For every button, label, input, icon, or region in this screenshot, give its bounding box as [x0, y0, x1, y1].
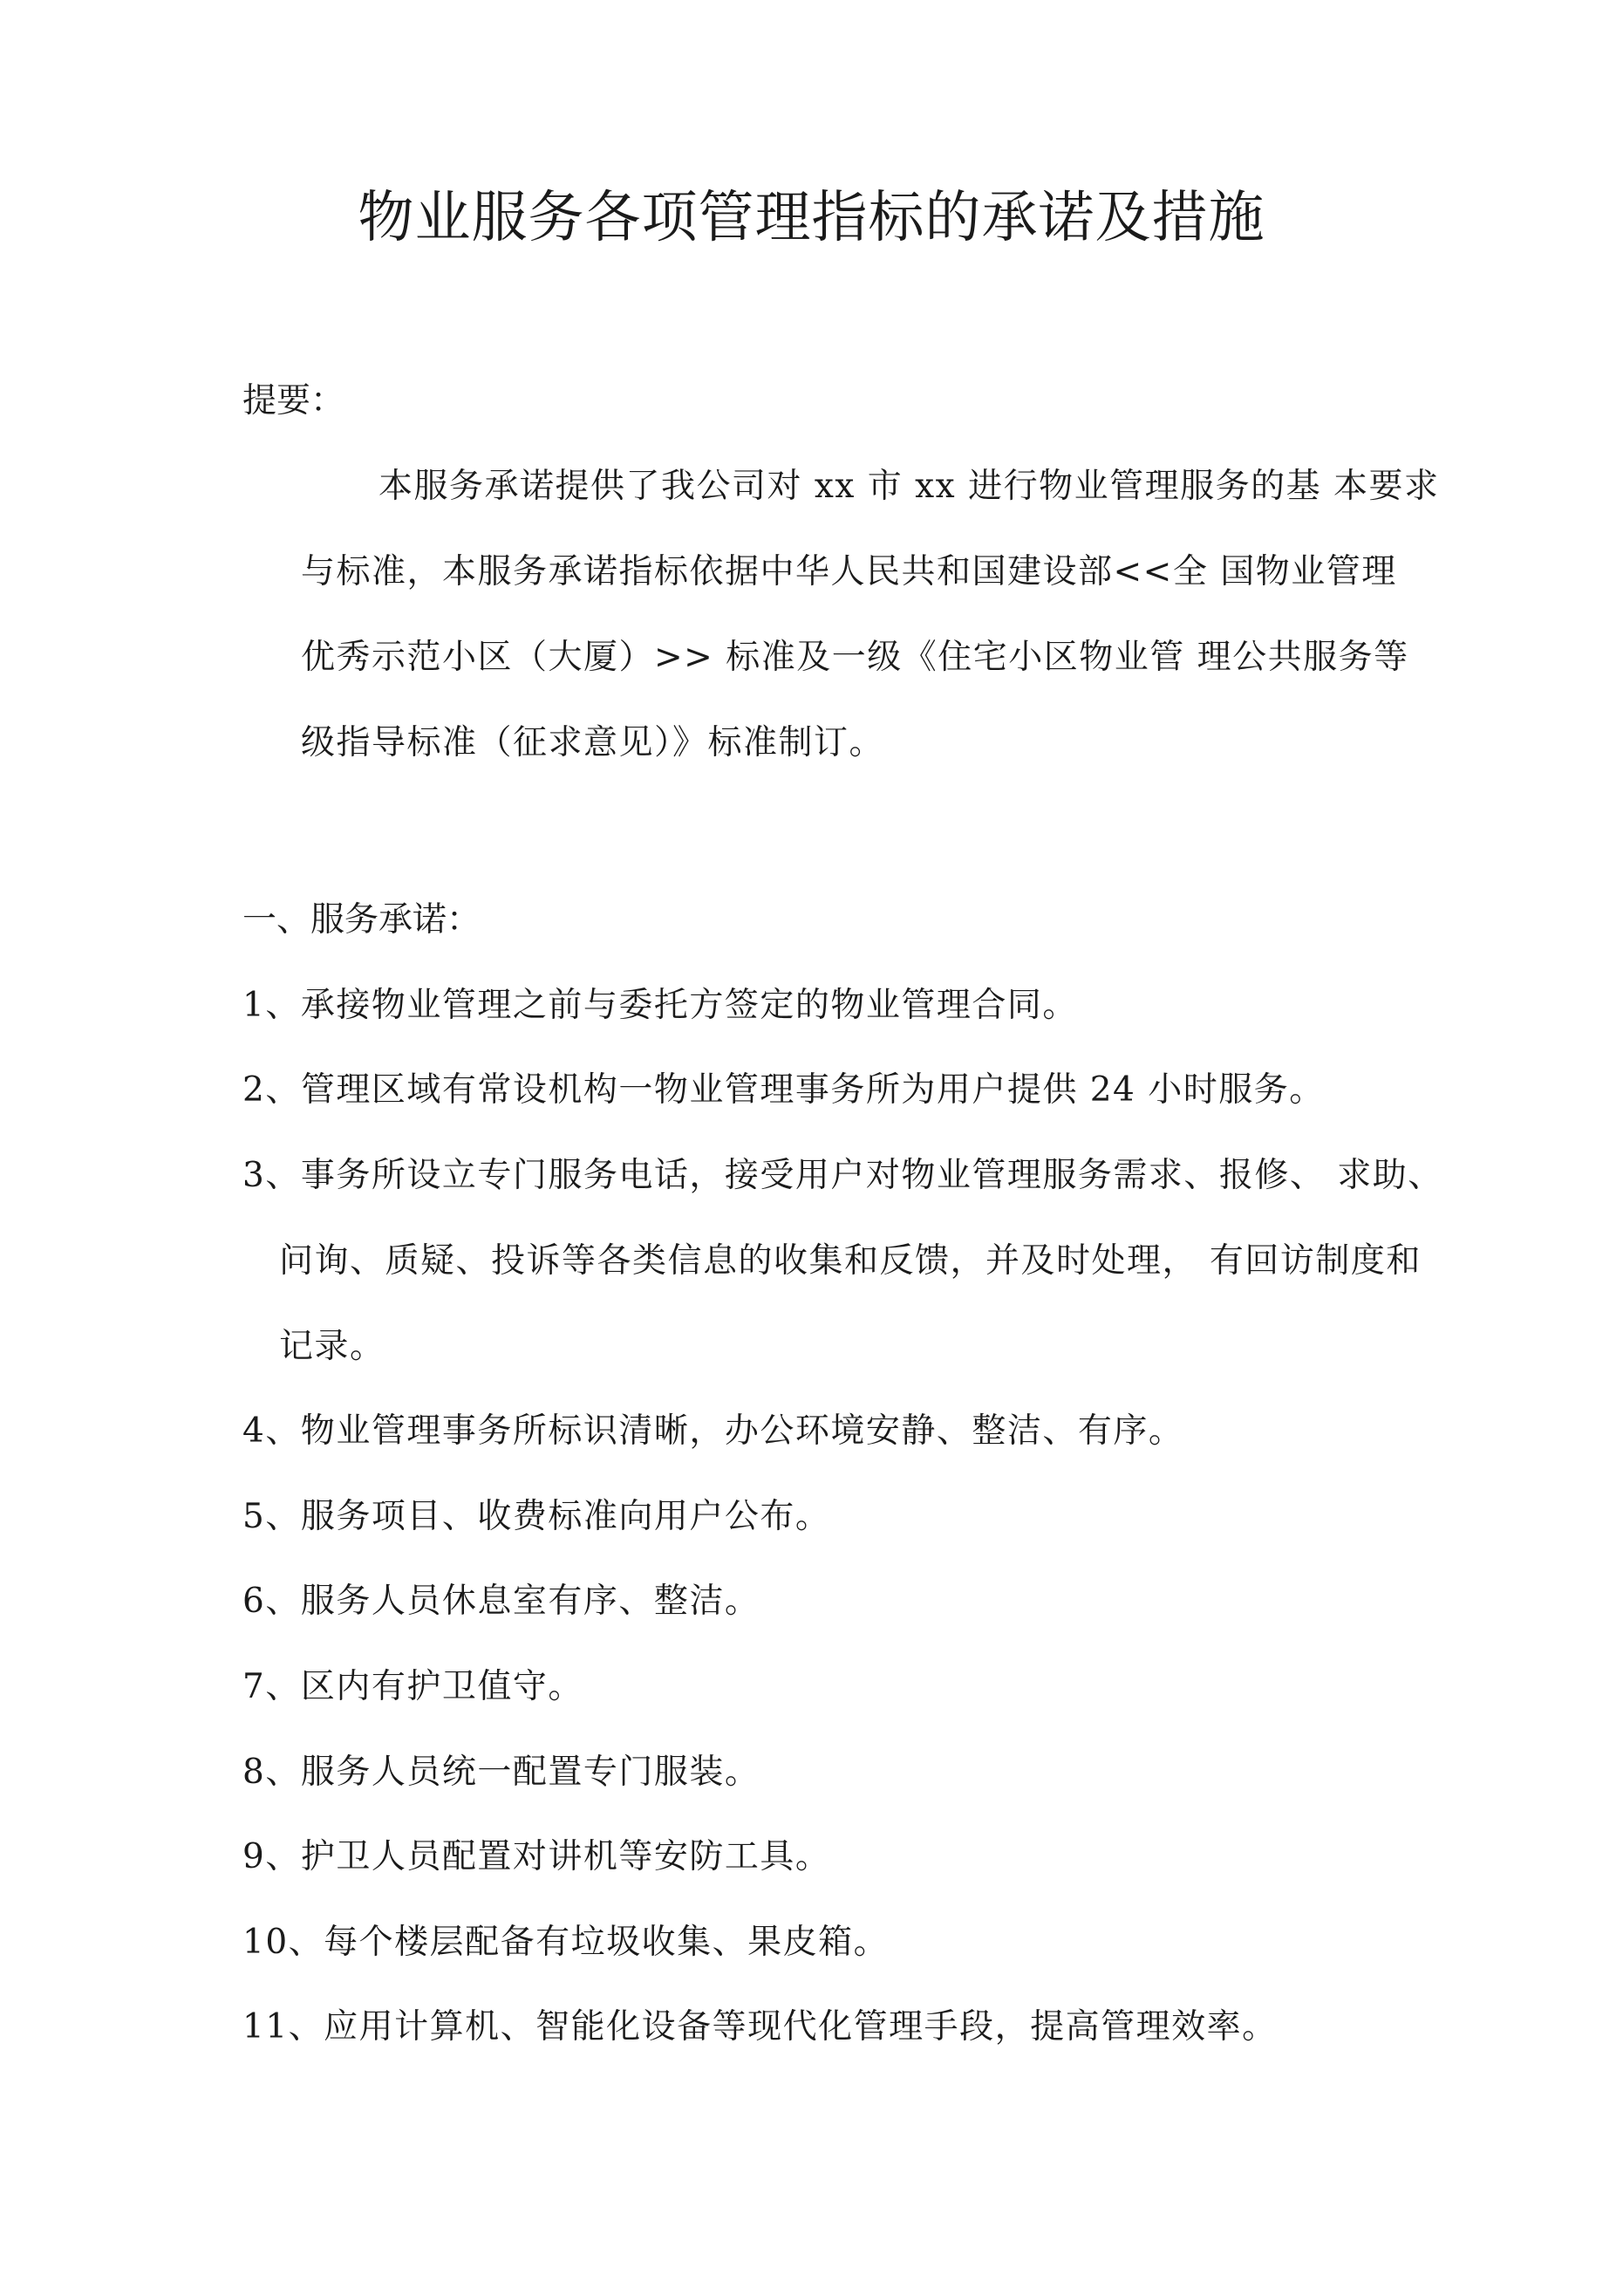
summary-line: 与标准，本服务承诺指标依据中华人民共和国建设部<<全 国物业管理 — [301, 552, 1397, 591]
summary-line: 优秀示范小区（大厦）>> 标准及一级《住宅小区物业管 理公共服务等 — [301, 638, 1409, 677]
list-item: 10、每个楼层配备有垃圾收集、果皮箱。 — [242, 1923, 890, 1962]
summary-line: 本服务承诺提供了我公司对 xx 市 xx 进行物业管理服务的基 本要求 — [378, 467, 1440, 506]
summary-label: 提要： — [242, 381, 345, 420]
page-title: 物业服务各项管理指标的承诺及措施 — [358, 186, 1265, 250]
list-item: 5、服务项目、收费标准向用户公布。 — [242, 1497, 831, 1536]
list-item: 6、服务人员休息室有序、整洁。 — [242, 1582, 760, 1621]
list-item-continuation: 记录。 — [279, 1327, 385, 1366]
list-item: 9、护卫人员配置对讲机等安防工具。 — [242, 1837, 831, 1876]
list-item: 8、服务人员统一配置专门服装。 — [242, 1753, 760, 1792]
list-item: 7、区内有护卫值守。 — [242, 1667, 583, 1706]
section-heading: 一、服务承诺： — [242, 900, 481, 940]
list-item: 2、管理区域有常设机构一物业管理事务所为用户提供 24 小时服务。 — [242, 1070, 1325, 1110]
list-item: 4、物业管理事务所标识清晰，办公环境安静、整洁、有序。 — [242, 1411, 1184, 1451]
list-item: 11、应用计算机、智能化设备等现代化管理手段，提高管理效率。 — [242, 2007, 1278, 2047]
list-item-continuation: 问询、质疑、投诉等各类信息的收集和反馈，并及时处理， 有回访制度和 — [279, 1241, 1422, 1281]
list-item: 1、承接物业管理之前与委托方签定的物业管理合同。 — [242, 986, 1078, 1025]
list-item: 3、事务所设立专门服务电话，接受用户对物业管理服务需求、报修、 求助、 — [242, 1156, 1443, 1195]
summary-line: 级指导标准（征求意见）》标准制订。 — [301, 723, 885, 762]
